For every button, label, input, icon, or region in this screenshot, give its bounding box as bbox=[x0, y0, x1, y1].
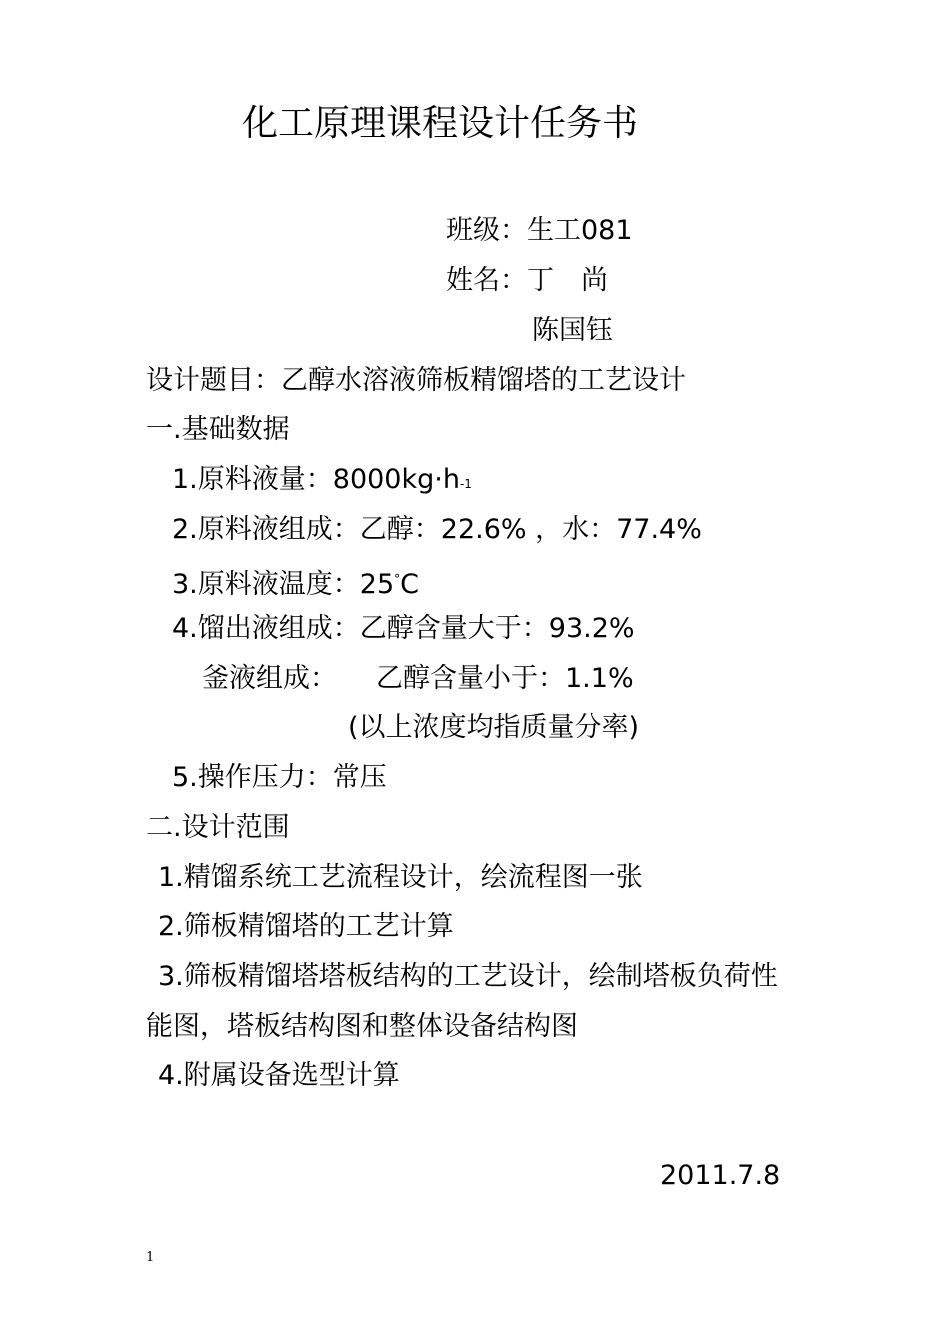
name-line-2: 陈国钰 bbox=[532, 315, 613, 346]
scope-item-2: 2.筛板精馏塔的工艺计算 bbox=[158, 911, 454, 942]
page-number: 1 bbox=[146, 1250, 155, 1265]
distillate-composition-item: 4.馏出液组成：乙醇含量大于：93.2% bbox=[172, 613, 635, 644]
feed-temperature-text: 3.原料液温度：25 bbox=[172, 569, 395, 600]
scope-item-3: 3.筛板精馏塔塔板结构的工艺设计，绘制塔板负荷性 bbox=[158, 961, 778, 992]
scope-item-1: 1.精馏系统工艺流程设计，绘流程图一张 bbox=[158, 862, 643, 893]
scope-item-3-continued: 能图，塔板结构图和整体设备结构图 bbox=[146, 1011, 578, 1042]
bottoms-composition-label: 釜液组成： bbox=[202, 663, 337, 694]
section-1-heading: 一.基础数据 bbox=[146, 414, 290, 445]
temperature-unit: C bbox=[400, 569, 419, 600]
operating-pressure-item: 5.操作压力：常压 bbox=[172, 762, 387, 793]
feed-rate-item bbox=[172, 463, 472, 501]
concentration-note: (以上浓度均指质量分率) bbox=[348, 712, 640, 743]
document-date: 2011.7.8 bbox=[660, 1160, 781, 1191]
section-2-heading: 二.设计范围 bbox=[146, 812, 290, 843]
bottoms-composition-value: 乙醇含量小于：1.1% bbox=[376, 663, 634, 694]
feed-temperature-item bbox=[172, 562, 419, 602]
class-line: 班级：生工081 bbox=[446, 215, 633, 246]
degree-symbol: ° bbox=[394, 572, 401, 586]
feed-rate-text: 1.原料液量：8000kg·h bbox=[172, 464, 460, 495]
document-title: 化工原理课程设计任务书 bbox=[242, 103, 639, 144]
feed-rate-exponent: -1 bbox=[459, 477, 472, 491]
design-topic: 设计题目：乙醇水溶液筛板精馏塔的工艺设计 bbox=[146, 365, 686, 396]
name-line: 姓名：丁 尚 bbox=[446, 265, 608, 296]
scope-item-4: 4.附属设备选型计算 bbox=[158, 1060, 400, 1091]
feed-composition-item: 2.原料液组成：乙醇：22.6% ，水：77.4% bbox=[172, 514, 702, 545]
